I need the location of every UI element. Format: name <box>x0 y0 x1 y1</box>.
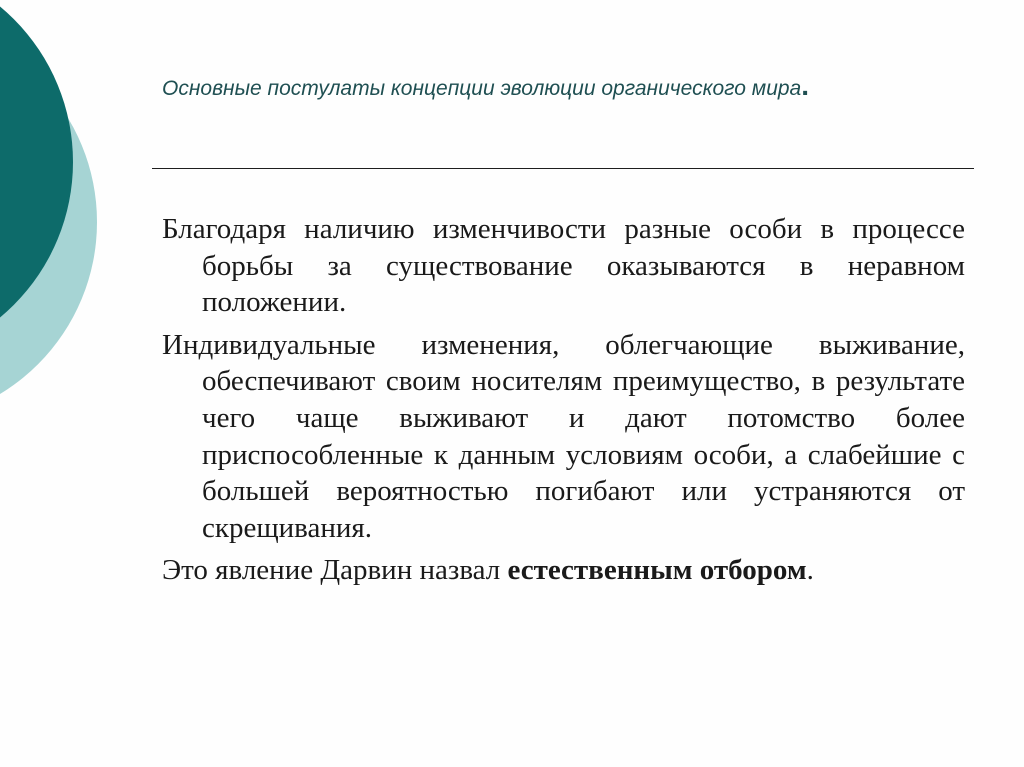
conclusion-prefix: Это явление Дарвин назвал <box>162 554 508 587</box>
natural-selection-term: естественным отбором <box>507 554 807 587</box>
conclusion-suffix: . <box>806 554 814 587</box>
title-divider <box>152 168 974 169</box>
paragraph-conclusion <box>162 552 965 589</box>
slide-body <box>162 211 965 595</box>
paragraph-variability: Благодаря наличию изменчивости разные особи в процессе борьбы за существование оказываются в неравном положении. <box>162 213 965 319</box>
paragraph-individual-changes: Индивидуальные изменения, облегчающие выживание, обеспечивают своим носителям преимущество, в результате чего чаще выживают и дают потомство более приспособленные к данным условиям особи, а слабейшие с большей вероятностью погибают или устраняются от скрещивания. <box>162 328 965 544</box>
slide-title-dot: . <box>801 70 810 101</box>
slide-title-text: Основные постулаты концепции эволюции органического мира <box>162 77 802 100</box>
decorative-circles <box>0 0 120 420</box>
slide-title <box>162 56 972 119</box>
